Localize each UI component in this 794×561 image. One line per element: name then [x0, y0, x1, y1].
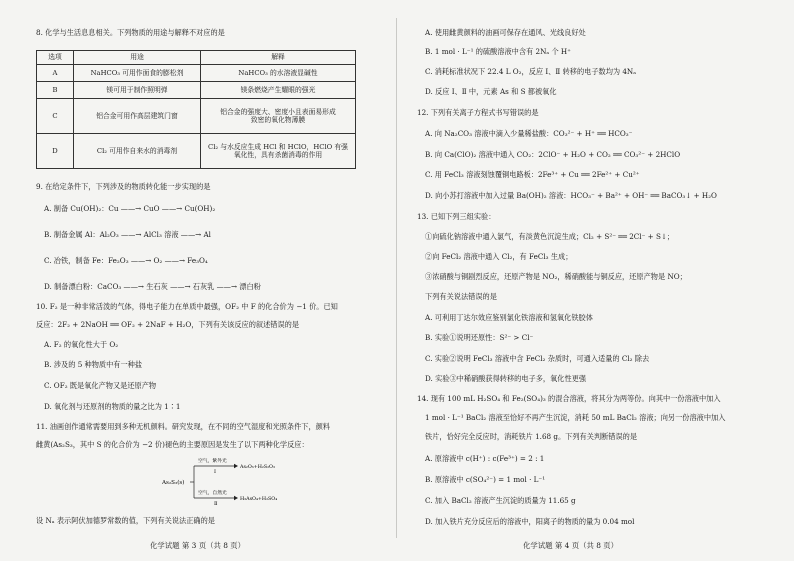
- q10-option-c: C. OF₂ 既是氧化产物又是还原产物: [44, 381, 157, 390]
- reason-line: 铝合金的强度大、密度小且表面易形成: [220, 107, 336, 116]
- q14-stem-line1: 14. 现有 100 mL H₂SO₄ 和 Fe₂(SO₄)₃ 的混合溶液，将其分为两等份。向其中一份溶液中加入: [417, 394, 721, 403]
- q12-option-a: A. 向 Na₂CO₃ 溶液中滴入少量稀盐酸：CO₃²⁻ + H⁺ ══ HCO₃⁻: [425, 129, 633, 138]
- q11-option-c: C. 消耗标准状况下 22.4 L O₂，反应 Ⅰ、Ⅱ 转移的电子数均为 4Nₐ: [425, 67, 636, 76]
- scheme-condition-i: 空气，紫外光: [198, 459, 227, 464]
- table-cell: NaHCO₃ 可用作面食的膨松剂: [74, 65, 201, 82]
- q14-option-a: A. 原溶液中 c(H⁺) : c(Fe³⁺) = 2 : 1: [425, 454, 545, 463]
- q11-option-a: A. 使用雌黄颜料的油画可保存在通风、光线良好处: [425, 28, 586, 37]
- q10-option-b: B. 涉及的 5 种物质中有一种盐: [44, 360, 143, 369]
- q13-option-b: B. 实验①说明还原性：S²⁻ > Cl⁻: [425, 333, 534, 342]
- scheme-condition-ii: 空气，自然光: [198, 491, 227, 496]
- q13-option-c: C. 实验②说明 FeCl₃ 溶液中含 FeCl₂ 杂质时，可通入适量的 Cl₂ 除去: [425, 354, 650, 363]
- table-cell: 铝合金可用作高层建筑门窗: [74, 99, 201, 134]
- table-cell: [201, 99, 356, 134]
- q11-option-d: D. 反应 Ⅰ、Ⅱ 中，元素 As 和 S 都被氧化: [425, 87, 557, 96]
- scheme-product-i: As₂O₃+H₂S₂O₃: [240, 465, 275, 470]
- q12-option-b: B. 向 Ca(ClO)₂ 溶液中通入 CO₂：2ClO⁻ + H₂O + CO₂ ══ CO₃²⁻ + 2HClO: [425, 150, 681, 159]
- q11-reaction-scheme: [162, 456, 302, 512]
- table-cell: A: [37, 65, 74, 82]
- q10-stem-line2: 反应：2F₂ + 2NaOH ══ OF₂ + 2NaF + H₂O，下列有关该反应的叙述错误的是: [36, 320, 300, 329]
- scheme-product-ii: H₃AsO₄+H₂SO₄: [240, 497, 278, 502]
- q9-option-b: B. 制备金属 Al：Al₂O₃ ——→ AlCl₃ 溶液 ——→ Al: [44, 230, 211, 239]
- right-page-footer: 化学试题 第 4 页（共 8 页）: [523, 541, 619, 550]
- table-cell: 镁条燃烧产生耀眼的强光: [201, 82, 356, 99]
- q9-option-a: A. 制备 Cu(OH)₂：Cu ——→ CuO ——→ Cu(OH)₂: [44, 204, 216, 213]
- q13-stem: 13. 已知下列三组实验：: [417, 212, 496, 221]
- q10-option-a: A. F₂ 的氧化性大于 O₂: [44, 340, 119, 349]
- q9-option-c: C. 冶铁，制备 Fe：Fe₂O₃ ——→ O₂ ——→ Fe₃O₄: [44, 256, 208, 265]
- q11-stem-line1: 11. 油画创作通常需要用到多种无机颜料。研究发现，在不同的空气湿度和光照条件下，颜料: [36, 422, 331, 431]
- q9-option-d: D. 制备漂白粉：CaCO₃ ——→ 生石灰 ——→ 石灰乳 ——→ 漂白粉: [44, 282, 261, 291]
- scheme-label-ii: Ⅱ: [214, 501, 218, 507]
- table-header-reason: 解释: [201, 51, 356, 65]
- scheme-label-i: Ⅰ: [214, 469, 216, 475]
- q13-ask: 下列有关说法错误的是: [425, 292, 497, 301]
- q13-statement-2: ②向 FeCl₂ 溶液中通入 Cl₂，有 FeCl₃ 生成；: [425, 252, 573, 261]
- q13-statement-3: ③浓硝酸与铜剧烈反应，还原产物是 NO₂，稀硝酸能与铜反应，还原产物是 NO；: [425, 272, 687, 281]
- q8-table: [36, 50, 356, 169]
- q11-stem-tail: 设 Nₐ 表示阿伏加德罗常数的值，下列有关说法正确的是: [36, 516, 215, 525]
- table-cell: B: [37, 82, 74, 99]
- q12-stem: 12. 下列有关离子方程式书写错误的是: [417, 108, 539, 117]
- q14-stem-line2: 1 mol · L⁻¹ BaCl₂ 溶液至恰好不再产生沉淀，消耗 50 mL BaCl₂ 溶液；向另一份溶液中加入: [425, 413, 726, 422]
- table-header-use: 用途: [74, 51, 201, 65]
- q11-option-b: B. 1 mol · L⁻¹ 的硫酸溶液中含有 2Nₐ 个 H⁺: [425, 47, 571, 56]
- right-page: [397, 0, 794, 561]
- q13-statement-1: ①向硫化钠溶液中通入氯气，有淡黄色沉淀生成；Cl₂ + S²⁻ ══ 2Cl⁻ + S↓；: [425, 232, 675, 241]
- q10-stem-line1: 10. F₂ 是一种非常活泼的气体，得电子能力在单质中最强，OF₂ 中 F 的化合价为 −1 价。已知: [36, 302, 338, 311]
- table-cell: D: [37, 134, 74, 169]
- q12-option-c: C. 用 FeCl₃ 溶液刻蚀覆铜电路板：2Fe³⁺ + Cu ══ 2Fe²⁺ + Cu²⁺: [425, 170, 640, 179]
- arrow-head-icon: [234, 496, 238, 500]
- reason-line: 氧化性，具有杀菌消毒的作用: [233, 151, 323, 159]
- q9-stem: 9. 在给定条件下，下列涉及的物质转化能一步实现的是: [36, 182, 211, 191]
- q8-stem: 8. 化学与生活息息相关。下列物质的用途与解释不对应的是: [36, 28, 225, 37]
- table-cell: C: [37, 99, 74, 134]
- table-cell: [201, 134, 356, 169]
- table-row: [37, 99, 356, 134]
- table-cell: NaHCO₃ 的水溶液显碱性: [201, 65, 356, 82]
- q14-stem-line3: 铁片，恰好完全反应时，消耗铁片 1.68 g。下列有关判断错误的是: [425, 432, 638, 441]
- q14-option-c: C. 加入 BaCl₂ 溶液产生沉淀的质量为 11.65 g: [425, 496, 576, 505]
- q11-stem-line2: 雌黄(As₂S₃，其中 S 的化合价为 −2 价)褪色的主要原因是发生了以下两种化学反应：: [36, 440, 309, 449]
- table-row: [37, 82, 356, 99]
- table-row: [37, 134, 356, 169]
- table-row: [37, 65, 356, 82]
- q14-option-b: B. 原溶液中 c(SO₄²⁻) = 1 mol · L⁻¹: [425, 475, 546, 484]
- left-page-footer: 化学试题 第 3 页（共 8 页）: [150, 541, 246, 550]
- q12-option-d: D. 向小苏打溶液中加入过量 Ba(OH)₂ 溶液：HCO₃⁻ + Ba²⁺ + OH⁻ ══ BaCO₃↓ + H₂O: [425, 191, 717, 200]
- q10-option-d: D. 氧化剂与还原剂的物质的量之比为 1∶1: [44, 402, 181, 411]
- reason-line: Cl₂ 与水反应生成 HCl 和 HClO，HClO 有强: [208, 142, 348, 151]
- scheme-reactant: As₂S₃(s): [162, 480, 185, 486]
- arrow-head-icon: [234, 464, 238, 468]
- q14-option-d: D. 加入铁片充分反应后的溶液中，阳离子的物质的量为 0.04 mol: [425, 517, 635, 526]
- reason-line: 致密的氧化物薄膜: [250, 116, 306, 124]
- table-cell: 镁可用于制作照明弹: [74, 82, 201, 99]
- q13-option-d: D. 实验③中稀硝酸获得转移的电子多，氧化性更强: [425, 374, 587, 383]
- q13-option-a: A. 可利用丁达尔效应鉴别氯化铁溶液和氢氧化铁胶体: [425, 313, 593, 322]
- table-cell: Cl₂ 可用作自来水的消毒剂: [74, 134, 201, 169]
- table-header-option: 选项: [37, 51, 74, 65]
